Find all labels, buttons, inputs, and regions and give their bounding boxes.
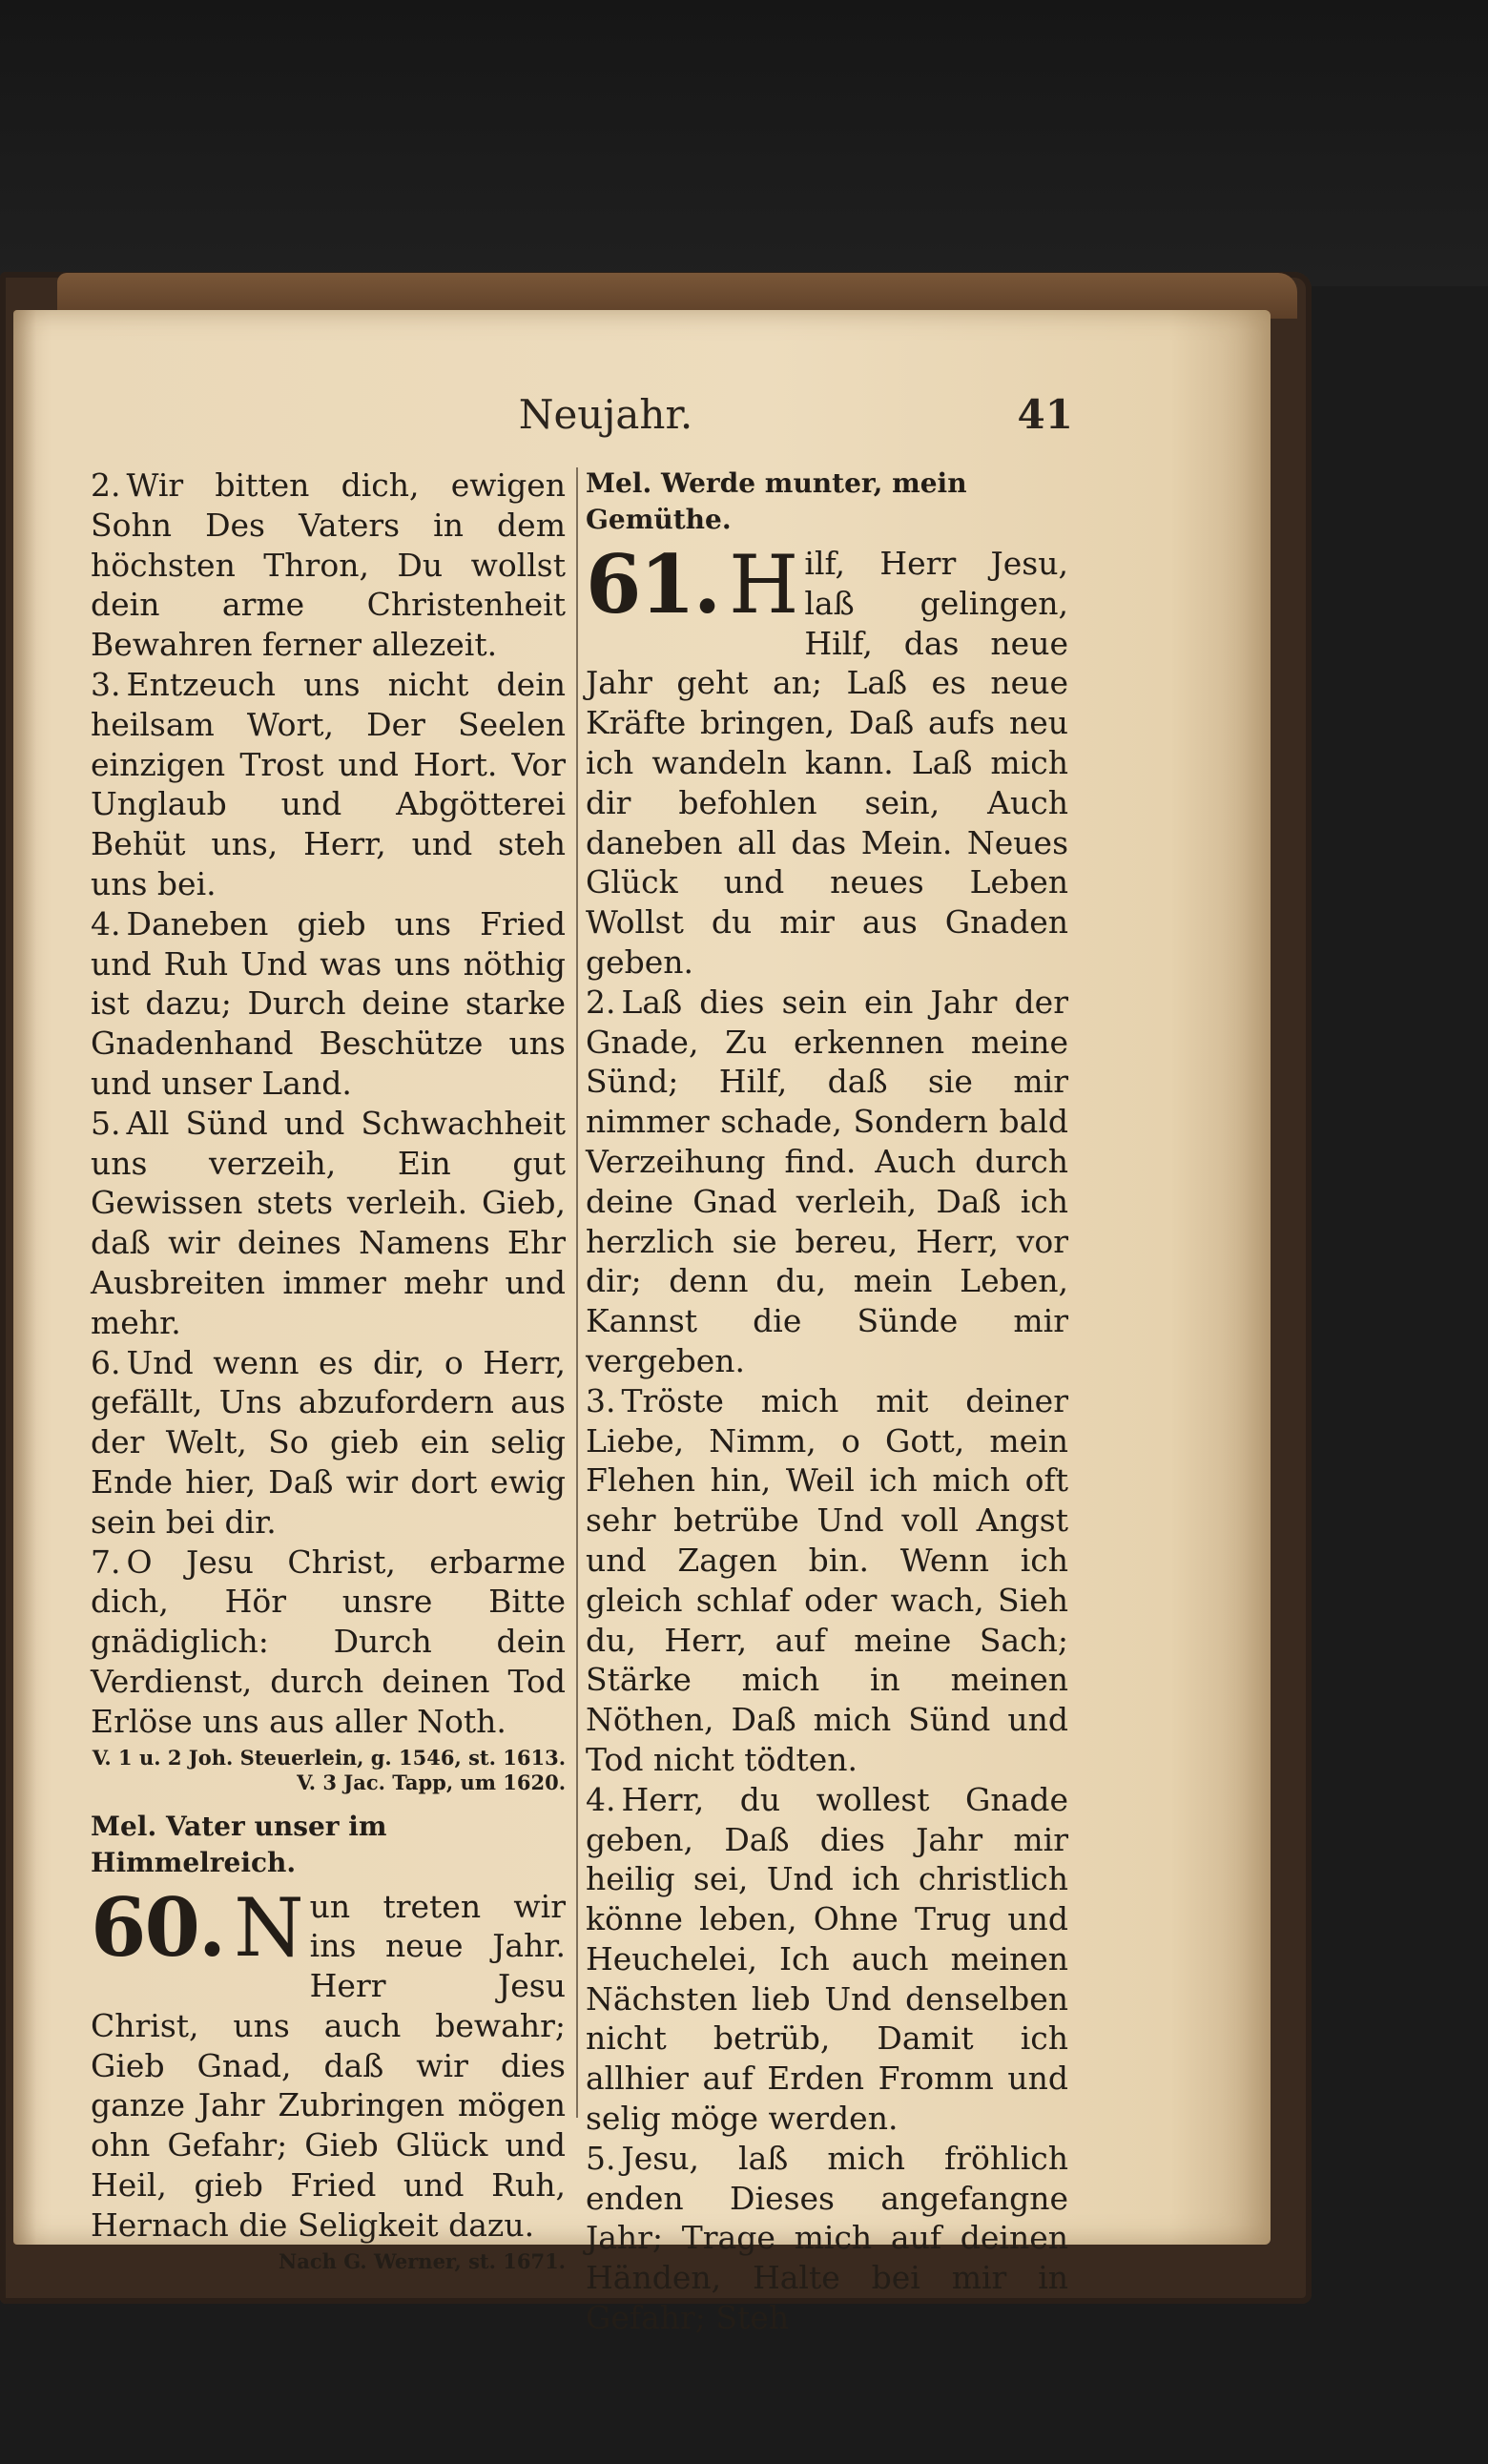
stanza-text: O Jesu Christ, erbarme dich, Hör unsre Bitte gnädiglich: Durch dein Verdienst, durch deinen Tod Erlöse uns aus aller Noth.	[91, 1543, 566, 1740]
right-column	[586, 466, 1068, 2338]
stanza-6	[91, 1343, 566, 1543]
stanza-number: 3.	[586, 1381, 616, 1419]
stanza-number: 4.	[586, 1780, 616, 1818]
stanza-5	[586, 2139, 1068, 2338]
stanza-text: Laß dies sein ein Jahr der Gnade, Zu erkennen meine Sünd; Hilf, daß sie mir nimmer schade, Sondern bald Verzeihung find. Auch durch deine Gnad verleih, Daß ich herzlich sie bereu, Herr, vor dir; denn du, mein Leben, Kannst die Sünde mir vergeben.	[586, 983, 1068, 1379]
stanza-4	[586, 1780, 1068, 2139]
hymn-60-first-stanza	[91, 1879, 566, 2246]
hymn-number: 60.	[91, 1879, 225, 1975]
stanza-number: 2.	[91, 466, 121, 504]
stanza-number: 3.	[91, 665, 121, 703]
hymn-60-attribution: Nach G. Werner, st. 1671.	[279, 2248, 566, 2273]
stanza-text: Tröste mich mit deiner Liebe, Nimm, o Gott, mein Flehen hin, Weil ich mich oft sehr betrübe Und voll Angst und Zagen bin. Wenn ich gleich schlaf oder wach, Sieh du, Herr, auf meine Sach; Stärke mich in meinen Nöthen, Daß mich Sünd und Tod nicht tödten.	[586, 1381, 1068, 1778]
stanza-number: 6.	[91, 1343, 121, 1381]
stanza-text: Daneben gieb uns Fried und Ruh Und was uns nöthig ist dazu; Durch deine starke Gnadenhand Beschütze uns und unser Land.	[91, 904, 566, 1102]
stanza-text: Herr, du wollest Gnade geben, Daß dies Jahr mir heilig sei, Und ich christlich könne leben, Ohne Trug und Heuchelei, Ich auch meinen Nächsten lieb Und denselben nicht betrüb, Damit ich allhier auf Erden Fromm und selig möge werden.	[586, 1780, 1068, 2138]
stanza-text: Und wenn es dir, o Herr, gefällt, Uns abzufordern aus der Welt, So gieb ein selig Ende hier, Daß wir dort ewig sein bei dir.	[91, 1343, 566, 1541]
page-number: 41	[1017, 391, 1073, 438]
column-divider	[576, 467, 578, 2118]
stanza-text: Jesu, laß mich fröhlich enden Dieses angefangne Jahr; Trage mich auf deinen Händen, Halte bei mir in Gefahr; Steh	[586, 2139, 1068, 2337]
drop-cap: H	[729, 538, 799, 632]
stanza-7	[91, 1543, 566, 1742]
stanza-text: ilf, Herr Jesu, laß gelingen, Hilf, das neue Jahr geht an; Laß es neue Kräfte bringen, Daß aufs neu ich wandeln kann. Laß mich dir befohlen sein, Auch daneben all das Mein. Neues Glück und neues Leben Wollst du mir aus Gnaden geben.	[586, 545, 1068, 981]
stanza-3	[586, 1381, 1068, 1780]
drop-cap: N	[234, 1880, 304, 1975]
stanza-5	[91, 1104, 566, 1343]
stanza-number: 5.	[586, 2139, 616, 2177]
stanza-number: 4.	[91, 904, 121, 942]
hymn-61-melody: Mel. Werde munter, mein Gemüthe.	[586, 467, 967, 535]
running-header: Neujahr.	[518, 391, 693, 438]
stanza-text: All Sünd und Schwachheit uns verzeih, Ein gut Gewissen stets verleih. Gieb, daß wir deines Namens Ehr Ausbreiten immer mehr und mehr.	[91, 1104, 566, 1341]
stanza-number: 5.	[91, 1104, 121, 1142]
stanza-4	[91, 904, 566, 1104]
stanza-text: Entzeuch uns nicht dein heilsam Wort, Der Seelen einzigen Trost und Hort. Vor Unglaub und Abgötterei Behüt uns, Herr, und steh uns bei.	[91, 665, 566, 902]
left-column	[91, 466, 566, 2274]
stanza-3	[91, 665, 566, 904]
stanza-2	[586, 983, 1068, 1381]
hymn-number: 61.	[586, 537, 720, 632]
page-gutter-shadow	[13, 310, 36, 2245]
stanza-text: un treten wir ins neue Jahr. Herr Jesu Christ, uns auch bewahr; Gieb Gnad, daß wir dies ganze Jahr Zubringen mögen ohn Gefahr; Gieb Glück und Heil, gieb Fried und Ruh, Hernach die Seligkeit dazu.	[91, 1887, 566, 2244]
stanza-2	[91, 466, 566, 665]
stanza-text: Wir bitten dich, ewigen Sohn Des Vaters in dem höchsten Thron, Du wollst dein arme Christenheit Bewahren ferner allezeit.	[91, 466, 566, 664]
hymn-59-attribution: V. 1 u. 2 Joh. Steuerlein, g. 1546, st. 1613. V. 3 Jac. Tapp, um 1620.	[92, 1745, 566, 1794]
stanza-number: 7.	[91, 1543, 121, 1581]
hymn-61-first-stanza	[586, 537, 1068, 983]
background	[0, 0, 1488, 286]
stanza-number: 2.	[586, 983, 616, 1021]
hymn-60-melody: Mel. Vater unser im Himmelreich.	[91, 1810, 387, 1878]
